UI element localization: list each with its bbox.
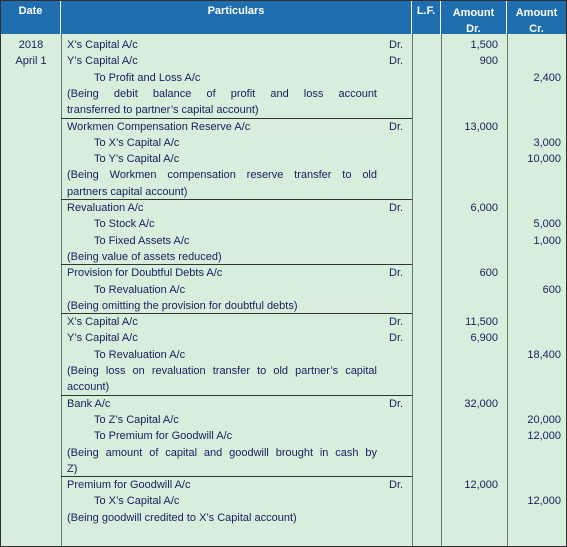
narration: (Being goodwill credited to X’s Capital account)	[67, 511, 297, 524]
header-lf: L.F.	[412, 1, 441, 34]
narration: (Being debit balance of profit and loss account	[67, 87, 377, 100]
header-particulars: Particulars	[61, 1, 412, 34]
narration: (Being value of assets reduced)	[67, 250, 222, 263]
debit-account: Workmen Compensation Reserve A/c	[67, 120, 251, 133]
credit-amount: 10,000	[527, 153, 561, 166]
date-year: 2018	[18, 39, 44, 51]
credit-account: To Premium for Goodwill A/c	[94, 430, 233, 443]
credit-amount: 5,000	[533, 218, 561, 231]
debit-amount: 6,900	[470, 332, 498, 345]
narration: (Being loss on revaluation transfer to old partner’s capital	[67, 365, 377, 377]
credit-amount: 12,000	[527, 430, 561, 443]
debit-account: X’s Capital A/c	[67, 316, 138, 329]
debit-account: Y’s Capital A/c	[67, 332, 138, 345]
dr-mark: Dr.	[389, 397, 404, 410]
debit-account: Y’s Capital A/c	[67, 55, 138, 68]
debit-account: Revaluation A/c	[67, 202, 144, 214]
debit-account: Bank A/c	[67, 397, 111, 410]
narration: (Being amount of capital and goodwill brought in cash by	[67, 446, 377, 459]
dr-mark: Dr.	[389, 202, 404, 214]
narration: (Being Workmen compensation reserve transfer to old	[67, 169, 377, 182]
credit-amount: 2,400	[533, 71, 561, 84]
credit-amount: 1,000	[533, 234, 561, 247]
debit-amount: 11,500	[465, 316, 498, 329]
credit-amount: 600	[542, 283, 561, 296]
date-day: April 1	[15, 55, 47, 67]
debit-account: Provision for Doubtful Debts A/c	[67, 267, 223, 280]
debit-amount: 1,500	[470, 39, 498, 51]
debit-amount: 32,000	[464, 397, 498, 410]
narration: account)	[67, 381, 110, 394]
table-body	[1, 34, 566, 546]
dr-mark: Dr.	[389, 332, 404, 345]
debit-amount: 13,000	[464, 120, 498, 133]
debit-amount: 6,000	[470, 202, 498, 214]
debit-amount: 600	[479, 267, 498, 280]
credit-account: To X’s Capital A/c	[94, 136, 180, 149]
dr-mark: Dr.	[389, 267, 404, 280]
credit-account: To Y’s Capital A/c	[94, 153, 180, 166]
entry-separator	[61, 395, 412, 396]
credit-amount: 3,000	[533, 136, 561, 149]
dr-mark: Dr.	[389, 479, 404, 492]
credit-account: To Stock A/c	[94, 218, 155, 231]
credit-account: To Profit and Loss A/c	[94, 71, 201, 84]
dr-mark: Dr.	[389, 39, 404, 51]
header-amount-dr: Amount Dr.	[441, 1, 507, 34]
credit-amount: 18,400	[527, 348, 561, 361]
debit-amount: 900	[479, 55, 498, 68]
credit-amount: 20,000	[527, 413, 561, 426]
dr-mark: Dr.	[389, 120, 404, 133]
debit-account: Premium for Goodwill A/c	[67, 479, 191, 492]
header-amount-cr: Amount Cr.	[515, 7, 558, 35]
dr-mark: Dr.	[389, 55, 404, 68]
credit-account: To Revaluation A/c	[94, 283, 186, 296]
debit-account: X’s Capital A/c	[67, 39, 138, 51]
header-date: Date	[1, 1, 61, 34]
narration: partners capital account)	[67, 185, 188, 198]
credit-account: To X’s Capital A/c	[94, 495, 180, 508]
narration: transferred to partner’s capital account)	[67, 104, 259, 117]
dr-mark: Dr.	[389, 316, 404, 329]
credit-amount: 12,000	[527, 495, 561, 508]
narration: (Being omitting the provision for doubtful debts)	[67, 299, 298, 312]
table-header	[1, 1, 566, 34]
credit-account: To Z’s Capital A/c	[94, 413, 179, 426]
debit-amount: 12,000	[464, 479, 498, 492]
credit-account: To Revaluation A/c	[94, 348, 186, 361]
credit-account: To Fixed Assets A/c	[94, 234, 190, 247]
narration: Z)	[67, 462, 78, 475]
